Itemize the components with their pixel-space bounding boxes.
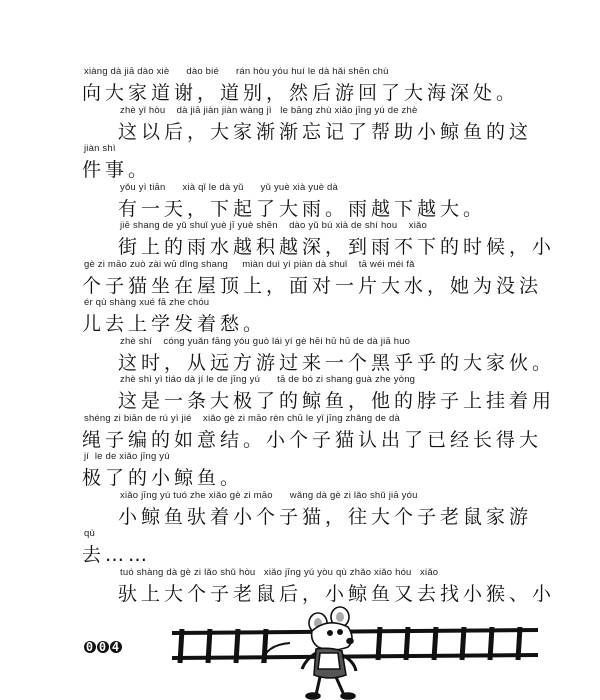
ladder-track	[172, 630, 538, 658]
pinyin-annotation: yǒu yì tiān xià qǐ le dà yǔ yǔ yuè xià yuè dà	[120, 181, 339, 193]
chinese-text: 这是一条大极了的鲸鱼，他的脖子上挂着用	[118, 390, 556, 412]
pinyin-annotation: tuó shàng dà gè zi lǎo shǔ hòu xiǎo jīng yú yòu qù zhǎo xiǎo hóu xiǎo	[120, 566, 439, 578]
text-line	[0, 105, 600, 141]
chinese-text: 这以后，大家渐渐忘记了帮助小鲸鱼的这	[118, 120, 533, 143]
text-line	[0, 567, 600, 603]
page-number	[84, 640, 123, 654]
pinyin-annotation: jí le de xiǎo jīng yú	[84, 451, 170, 462]
text-line	[0, 220, 600, 256]
text-line	[0, 143, 600, 179]
chinese-text: 驮上大个子老鼠后，小鲸鱼又去找小猴、小	[118, 582, 556, 605]
chinese-text: 小鲸鱼驮着小个子猫，往大个子老鼠家游	[118, 505, 533, 528]
pinyin-annotation: qù	[84, 528, 95, 539]
chinese-text: 绳子编的如意结。小个子猫认出了已经长得大	[82, 428, 543, 451]
chinese-text: 向大家道谢，道别，然后游回了大海深处。	[82, 82, 520, 104]
text-line	[0, 413, 600, 449]
chinese-text: 去……	[82, 544, 152, 566]
text-line	[0, 451, 600, 487]
pinyin-annotation: zhè yǐ hòu dà jiā jiàn jiàn wàng jì le bāng zhù xiǎo jīng yú de zhè	[120, 104, 418, 116]
pinyin-annotation: xiǎo jīng yú tuó zhe xiǎo gè zi māo wǎng dà gè zi lǎo shǔ jiā yóu	[120, 489, 418, 501]
chinese-text: 街上的雨水越积越深，到雨不下的时候，小	[118, 236, 556, 258]
pinyin-annotation: zhè shì yì tiáo dà jí le de jīng yú tā de bó zi shang guà zhe yòng	[120, 374, 416, 385]
rat-walking-on-track-illustration	[170, 603, 540, 700]
text-line	[0, 336, 600, 372]
chinese-text: 极了的小鲸鱼。	[82, 467, 244, 489]
chinese-text: 有一天，下起了大雨。雨越下越大。	[118, 197, 487, 220]
chinese-text: 这时，从远方游过来一个黑乎乎的大家伙。	[118, 351, 556, 374]
text-line	[0, 66, 600, 102]
text-line	[0, 259, 600, 295]
pinyin-annotation: shéng zi biān de rú yì jié xiǎo gè zi māo rèn chū le yǐ jīng zhǎng de dà	[84, 412, 401, 424]
pinyin-annotation: xiàng dà jiā dào xiè dào bié rán hòu yóu huí le dà hǎi shēn chù	[84, 66, 389, 77]
pinyin-annotation: ér qù shàng xué fā zhe chóu	[84, 297, 210, 308]
pinyin-annotation: jiē shang de yǔ shuǐ yuè jī yuè shēn dào yǔ bú xià de shí hou xiǎo	[120, 220, 427, 231]
page-number-digit: 0	[98, 640, 108, 654]
chinese-text: 儿去上学发着愁。	[82, 313, 267, 335]
pinyin-annotation: jiàn shì	[84, 143, 116, 154]
chinese-text: 个子猫坐在屋顶上，面对一片大水，她为没法	[82, 274, 543, 297]
text-line	[0, 297, 600, 333]
text-line	[0, 490, 600, 526]
rat-character	[262, 607, 356, 699]
chinese-text: 件事。	[82, 159, 152, 181]
pinyin-annotation: gè zi māo zuò zài wū dǐng shang miàn duì yí piàn dà shuǐ tā wéi méi fǎ	[84, 258, 415, 270]
text-line	[0, 374, 600, 410]
page-number-digit: 4	[111, 640, 121, 654]
pinyin-annotation: zhè shí cóng yuǎn fāng yóu guò lái yí gè hēi hū hū de dà jiā huo	[120, 335, 411, 347]
page-number-digit: 0	[85, 640, 95, 654]
text-line	[0, 528, 600, 564]
text-line	[0, 182, 600, 218]
